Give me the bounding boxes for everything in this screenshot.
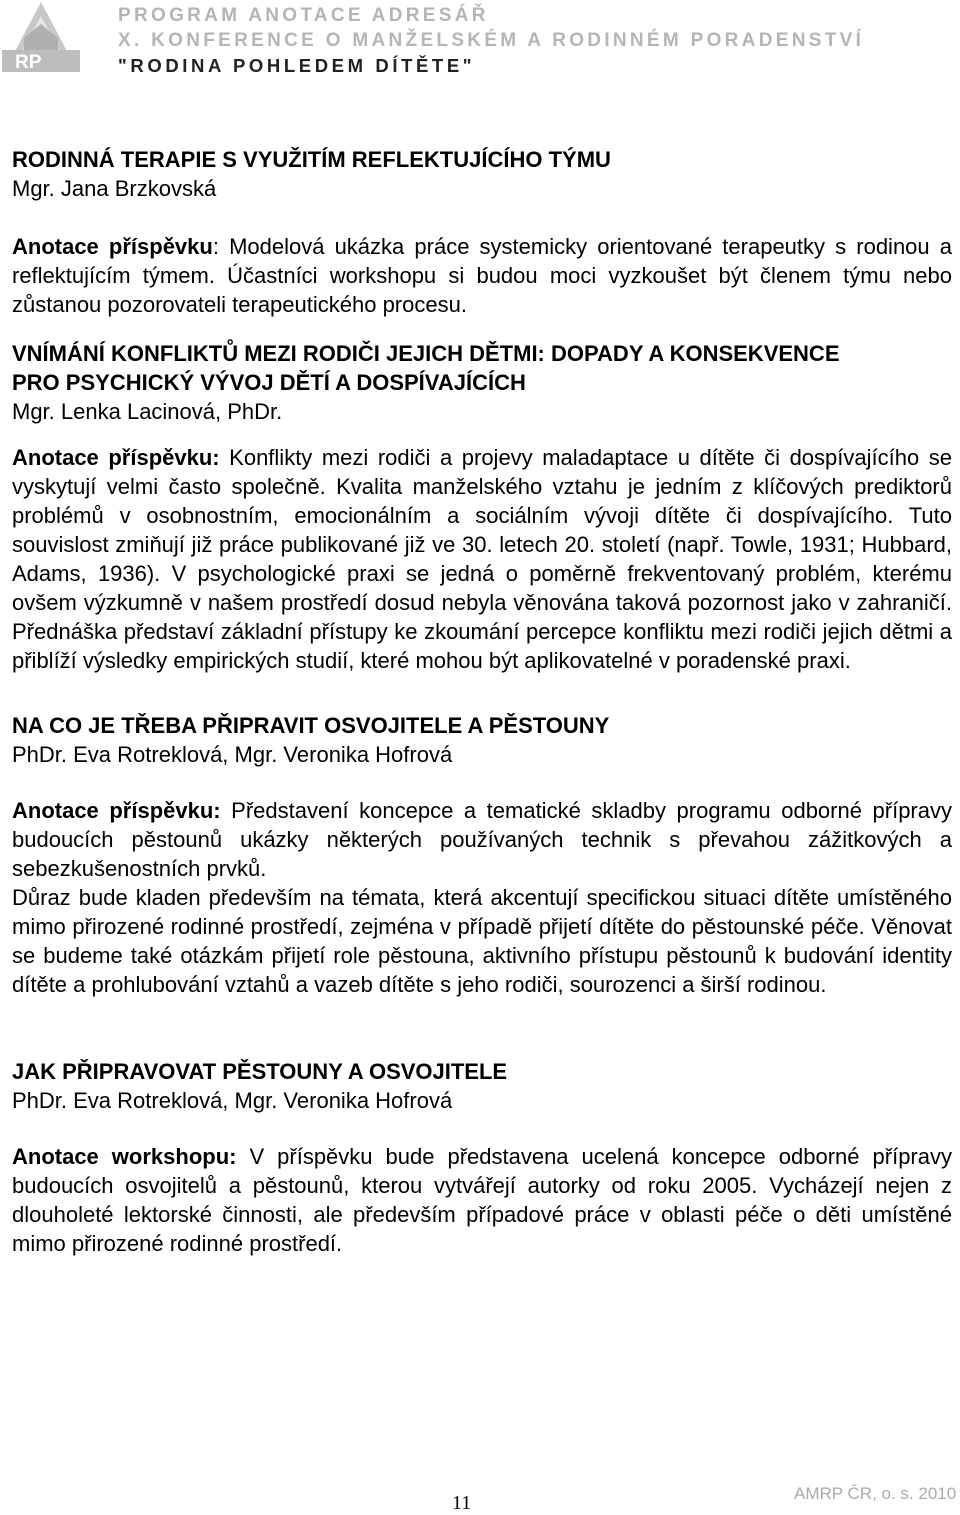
page-content xyxy=(12,145,952,1258)
annotation-text: V příspěvku bude představena ucelená koncepce odborné přípravy budoucích osvojitelů a pěstounů, kterou vytvářejí autorky od roku 2005. Vycházejí nejen z dlouholeté lektorské činnosti, ale především případové práce v oblasti péče o děti umístěné mimo přirozené rodinné prostředí. xyxy=(12,1144,952,1256)
annotation-label: Anotace příspěvku: xyxy=(12,798,221,823)
annotation-text: : Modelová ukázka práce systemicky orientované terapeutky s rodinou a reflektujícím týmem. Účastníci workshopu si budou moci vyzkoušet být členem týmu nebo zůstanou pozorovateli terapeutického procesu. xyxy=(12,234,952,317)
section-annotation xyxy=(12,1142,952,1258)
section-na-co-je-treba xyxy=(12,711,952,999)
page-number: 11 xyxy=(452,1492,472,1514)
annotation-text: Představení koncepce a tematické skladby programu odborné přípravy budoucích pěstounů ukázky některých používaných technik s převahou zážitkových a sebezkušenostních prvků. xyxy=(12,798,952,881)
page-header xyxy=(0,0,960,80)
annotation-label: Anotace příspěvku xyxy=(12,234,213,259)
annotation-label: Anotace příspěvku: xyxy=(12,445,220,470)
section-annotation xyxy=(12,443,952,675)
section-title-cont: PRO PSYCHICKÝ VÝVOJ DĚTÍ A DOSPÍVAJÍCÍCH xyxy=(12,370,526,395)
section-author: PhDr. Eva Rotreklová, Mgr. Veronika Hofrová xyxy=(12,1088,453,1113)
section-author: PhDr. Eva Rotreklová, Mgr. Veronika Hofrová xyxy=(12,742,453,767)
section-jak-pripravovat xyxy=(12,1057,952,1258)
section-author: Mgr. Jana Brzkovská xyxy=(12,176,217,201)
footer-copyright: AMRP ČR, o. s. 2010 xyxy=(794,1484,957,1503)
section-annotation xyxy=(12,232,952,319)
annotation-text: Konflikty mezi rodiči a projevy maladaptace u dítěte či dospívajícího se vyskytují velmi často společně. Kvalita manželského vztahu je jedním z klíčových prediktorů problémů v osobnostním, emocionálním a sociálním vývoji dítěte či dospívajícího. Tuto souvislost zmiňují již práce publikované již ve 30. letech 20. století (např. Towle, 1931; Hubbard, Adams, 1936). V psychologické praxi se jedná o poměrně frekventovaný problém, kterému ovšem výzkumně v našem prostředí dosud nebyla věnována taková pozornost jako v zahraničí. Přednáška představí základní přístupy ke zkoumání percepce konfliktu mezi rodiči jejich dětmi a přiblíží výsledky empirických studií, které mohou být aplikovatelné v poradenské praxi. xyxy=(12,445,952,673)
header-line-conference: X. KONFERENCE O MANŽELSKÉM A RODINNÉM PORADENSTVÍ xyxy=(118,30,865,51)
amrp-logo-icon xyxy=(2,0,80,74)
section-author: Mgr. Lenka Lacinová, PhDr. xyxy=(12,399,283,424)
header-line-theme: "RODINA POHLEDEM DÍTĚTE" xyxy=(118,55,476,76)
section-title: NA CO JE TŘEBA PŘIPRAVIT OSVOJITELE A PĚSTOUNY xyxy=(12,713,610,738)
header-line-program: PROGRAM ANOTACE ADRESÁŘ xyxy=(118,5,489,26)
svg-text:RP: RP xyxy=(15,52,42,73)
section-title: VNÍMÁNÍ KONFLIKTŮ MEZI RODIČI JEJICH DĚTMI: DOPADY A KONSEKVENCE xyxy=(12,341,840,366)
section-title: RODINNÁ TERAPIE S VYUŽITÍM REFLEKTUJÍCÍHO TÝMU xyxy=(12,147,611,172)
section-annotation xyxy=(12,796,952,883)
section-vnimani-konfliktu xyxy=(12,339,952,675)
header-text xyxy=(118,3,864,78)
annotation-label: Anotace workshopu: xyxy=(12,1144,237,1169)
section-title: JAK PŘIPRAVOVAT PĚSTOUNY A OSVOJITELE xyxy=(12,1059,508,1084)
section-annotation-cont: Důraz bude kladen především na témata, která akcentují specifickou situaci dítěte umístěného mimo přirozené rodinné prostředí, zejména v případě přijetí dítěte do pěstounské péče. Věnovat se budeme také otázkám přijetí role pěstouna, aktivního přístupu pěstounů k budování identity dítěte a prohlubování vztahů a vazeb dítěte s jeho rodiči, sourozenci a širší rodinou. xyxy=(12,885,952,997)
section-rodinna-terapie xyxy=(12,145,952,319)
